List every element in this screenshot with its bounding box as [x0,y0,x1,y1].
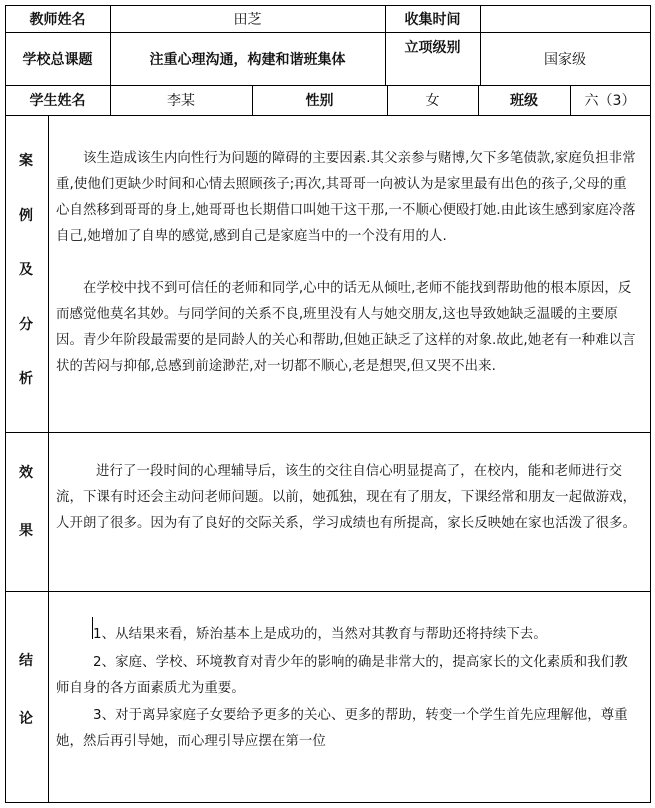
effect-label-char: 果 [19,523,33,539]
conclusion-item-1: 1、从结果来看，矫治基本上是成功的，当然对其教育与帮助还将持续下去。 [93,627,547,642]
row-divider [5,115,651,116]
conclusion-item-2: 2、家庭、学校、环境教育对青少年的影响的确是非常大的，提高家长的文化素质和我们教师自身的各方面素质尤为重要。 [56,655,628,696]
case-analysis-label [7,150,45,388]
collect-time-value [480,5,650,32]
effect-label-char: 效 [19,465,33,481]
case-analysis-paragraph-2: 在学校中找不到可信任的老师和同学,心中的话无从倾吐,老师不能找到帮助他的根本原因，反而感觉他莫名其妙。与同学间的关系不良,班里没有人与她交朋友,这也导致她缺乏温暖的主要原因。青少年阶段最需要的是同龄人的关心和帮助,但她正缺乏了这样的对象.故此,她老有一种难以言状的苦闷与抑郁,总感到前途渺茫,对一切都不顺心,老是想哭,但又哭不出来. [56,281,636,374]
table-border-bottom [5,802,651,803]
school-topic-value: 注重心理沟通，构建和谐班集体 [149,51,346,68]
conclusion-label-char: 结 [19,653,33,669]
class-value: 六（3） [584,93,636,109]
conclusion-label [7,650,45,728]
conclusion-label-char: 论 [19,711,33,727]
effect-label [7,462,45,540]
class-label: 班级 [510,93,538,109]
table-border-left [5,5,6,803]
student-name-label: 学生姓名 [29,93,86,109]
effect-paragraph: 进行了一段时间的心理辅导后，该生的交往自信心明显提高了，在校内，能和老师进行交流，下课有时还会主动问老师问题。以前，她孤独，现在有了朋友，下课经常和朋友一起做游戏，人开朗了很多。因为有了良好的交际关系，学习成绩也有所提高，家长反映她在家也活泼了很多。 [56,464,637,531]
case-analysis-label-char: 例 [19,207,33,224]
conclusion-item-3: 3、对于离异家庭子女要给予更多的关心、更多的帮助，转变一个学生首先应理解他，尊重她，然后再引导她，而心理引导应摆在第一位 [56,708,628,749]
table-border-right [650,5,651,803]
case-analysis-label-char: 案 [19,153,33,169]
row-divider [5,432,651,433]
label-column-divider [48,115,49,803]
student-name-value: 李某 [167,93,195,109]
case-analysis-paragraph-1: 该生造成该生内向性行为问题的障碍的主要因素.其父亲参与赌博,欠下多笔债款,家庭负担非常重,使他们更缺少时间和心情去照顾孩子;再次,其哥哥一向被认为是家里最有出色的孩子,父母的重心自然移到哥哥的身上,她哥哥也长期借口叫她干这干那,一不顺心便殴打她.由此该生感到家庭冷落自己,她增加了自卑的感觉,感到自己是家庭当中的一个没有用的人. [56,151,636,244]
school-topic-label: 学校总课题 [22,51,93,68]
project-level-value: 国家级 [544,51,586,68]
case-analysis-label-char: 析 [19,371,33,387]
teacher-name-value: 田芝 [233,11,262,28]
gender-value: 女 [425,93,440,109]
case-analysis-label-char: 及 [19,262,33,278]
row-divider [5,591,651,592]
project-level-label: 立项级别 [404,40,461,56]
collect-time-label: 收集时间 [404,11,461,28]
gender-label: 性别 [305,93,334,109]
teacher-name-label: 教师姓名 [29,11,86,28]
case-analysis-label-char: 分 [19,316,33,333]
